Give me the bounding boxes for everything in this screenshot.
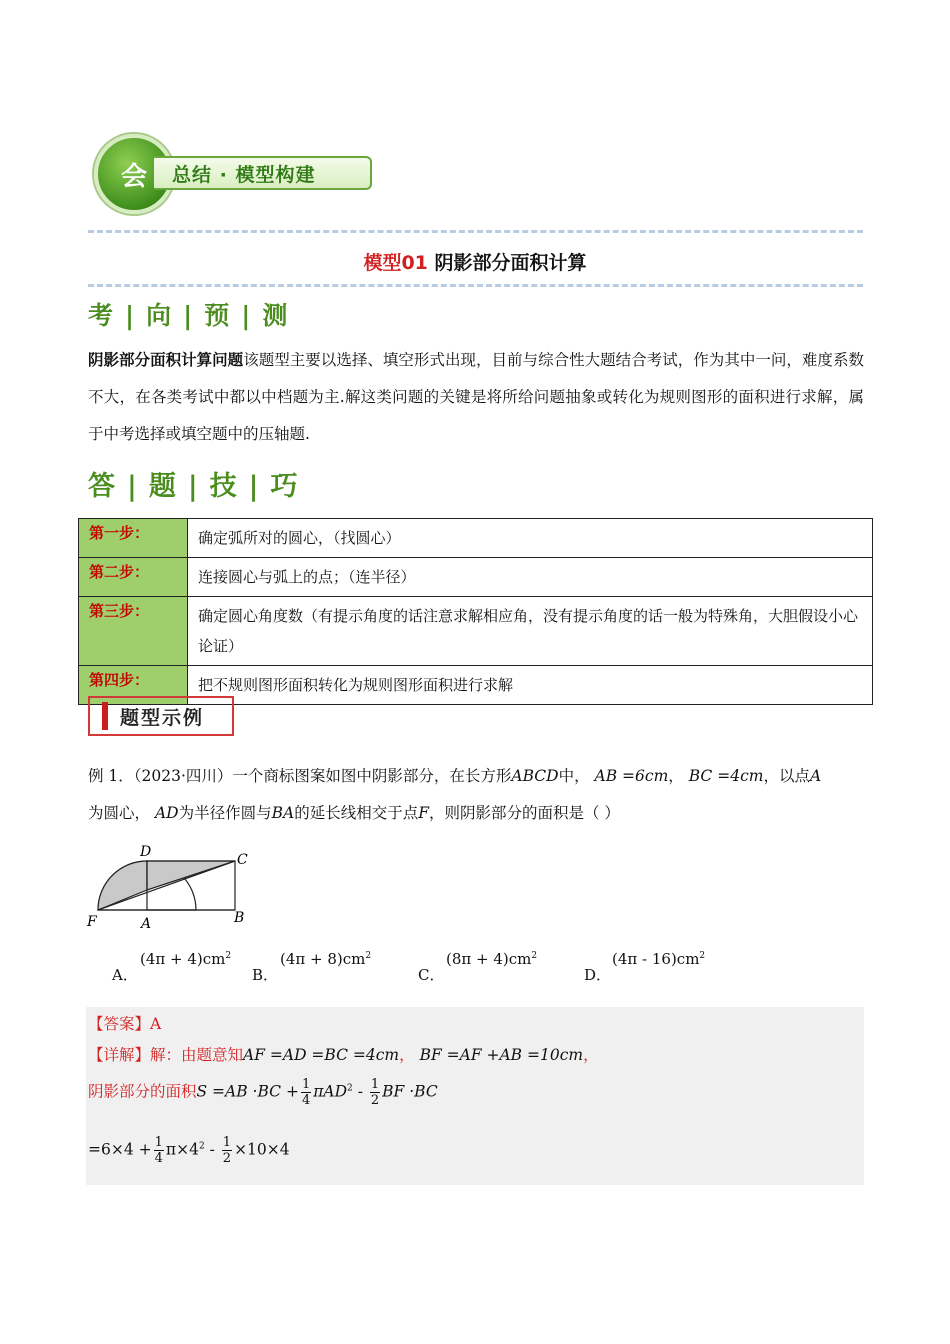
tag-bar [102, 702, 108, 730]
divider-top [88, 230, 863, 233]
option-value: $(4\pi - 16)cm^2$ [612, 950, 706, 968]
area-formula: 阴影部分的面积S =AB ·BC + $\frac{1}{4}$ πAD$^2$ - $\frac{1}{2}$ BF ·BC [88, 1077, 438, 1108]
q-part: ，以点 [763, 767, 810, 785]
option-value: $(8\pi + 4)cm^2$ [446, 950, 538, 968]
q-part: 的延长线相交于点 [294, 804, 419, 822]
option-value: $(4\pi + 8)cm^2$ [280, 950, 372, 968]
option-label: C． [418, 966, 445, 984]
step-row [79, 519, 873, 558]
shaded-left [98, 861, 147, 910]
heading-char: 向 [146, 301, 174, 330]
heading-char: 技 [209, 471, 239, 502]
model-title [0, 248, 950, 275]
forecast-heading: 考 | 向 | 预 | 测 [88, 301, 290, 330]
divider-bottom [88, 284, 863, 287]
label-d: D [140, 844, 152, 860]
q-math: F [418, 804, 429, 822]
label-b: B [234, 910, 245, 926]
option-label: D． [584, 966, 612, 984]
q-part: ，则阴影部分的面积是（ ） [428, 804, 620, 822]
q-part: ， [668, 767, 684, 785]
q-math: BC =4cm [688, 767, 764, 785]
badge-circle: 会 [94, 134, 174, 214]
q-math: AB =6cm [594, 767, 669, 785]
model-name: 阴影部分面积计算 [427, 252, 587, 274]
q-math: AD [154, 804, 179, 822]
option-value: $(4\pi + 4)cm^2$ [140, 950, 232, 968]
q-math: ABCD [511, 767, 559, 785]
q-part: 为圆心， [88, 804, 151, 822]
step-value: 连接圆心与弧上的点；（连半径） [188, 558, 873, 597]
fraction-half: $\frac{1}{2}$ [370, 1077, 380, 1108]
label-c: C [237, 852, 248, 868]
question-text [88, 758, 864, 832]
step-key: 第二步： [79, 558, 188, 597]
step-key: 第四步： [79, 666, 188, 705]
intro-text: 该题型主要以选择、填空形式出现，目前与综合性大题结合考试，作为其中一问，难度系数不大，在各类考试中都以中档题为主.解这类问题的关键是将所给问题抽象或转化为规则图形的面积进行求解，属于中考选择或填空题中的压轴题. [88, 351, 864, 443]
model-number: 模型01 [363, 252, 428, 274]
fraction-quarter: $\frac{1}{4}$ [301, 1077, 311, 1108]
example-tag-label: 题型示例 [120, 706, 205, 729]
step-key: 第三步： [79, 597, 188, 666]
step-row [79, 558, 873, 597]
fraction-half: $\frac{1}{2}$ [222, 1135, 232, 1166]
answer-options [108, 950, 868, 990]
tips-heading: 答 | 题 | 技 | 巧 [88, 471, 300, 502]
q-math: A [809, 767, 822, 785]
steps-table [78, 518, 873, 705]
q-math: BA [271, 804, 295, 822]
step-row [79, 597, 873, 666]
answer-label: 【答案】A [88, 1015, 162, 1033]
step-value: 把不规则图形面积转化为规则图形面积进行求解 [188, 666, 873, 705]
example-tag [88, 696, 234, 736]
q-part: 例 1．（2023·四川）一个商标图案如图中阴影部分，在长方形 [88, 767, 512, 785]
answer-detail: 【详解】解：由题意知AF =AD =BC =4cm， BF =AF +AB =10cm， [88, 1046, 599, 1064]
label-a: A [141, 916, 152, 932]
banner-label: 总结 · 模型构建 [154, 156, 372, 190]
step-value: 确定圆心角度数（有提示角度的话注意求解相应角，没有提示角度的话一般为特殊角，大胆假设小心论证） [188, 597, 873, 666]
label-f: F [87, 914, 97, 930]
q-part: 为半径作圆与 [178, 804, 272, 822]
heading-char: 答 [88, 471, 117, 502]
intro-bold: 阴影部分面积计算问题 [88, 350, 244, 369]
geometry-figure [84, 842, 264, 932]
heading-char: 考 [88, 301, 116, 330]
intro-paragraph [88, 341, 864, 453]
heading-char: 预 [204, 301, 232, 330]
q-part: 中， [558, 767, 590, 785]
heading-char: 测 [262, 301, 290, 330]
heading-char: 巧 [270, 471, 300, 502]
fraction-quarter: $\frac{1}{4}$ [154, 1135, 163, 1166]
heading-char: 题 [148, 471, 178, 502]
answer-panel [86, 1007, 864, 1185]
section-banner [88, 130, 380, 216]
option-label: A． [112, 966, 138, 984]
option-label: B． [252, 966, 279, 984]
step-value: 确定弧所对的圆心，（找圆心） [188, 519, 873, 558]
step-key: 第一步： [79, 519, 188, 558]
area-calculation: =6×4 + $\frac{1}{4}$ $\pi\times 4^2$ - $\frac{1}{2}$ ×10×4 [88, 1135, 290, 1166]
